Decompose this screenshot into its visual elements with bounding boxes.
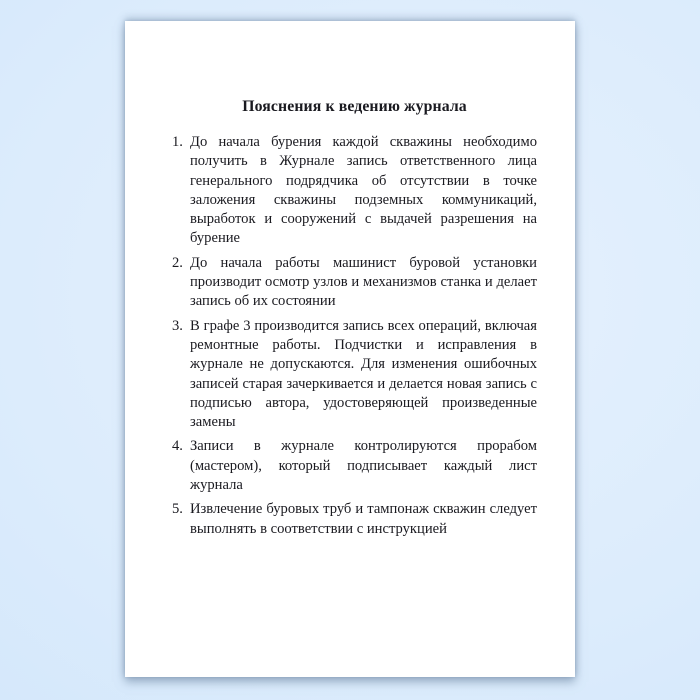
document-title: Пояснения к ведению журнала [242, 98, 467, 115]
list-item-number: 4. [172, 438, 183, 455]
list-item-number: 5. [172, 501, 183, 518]
list-item-text: До начала работы машинист буровой установки производит осмотр узлов и механизмов станка и делает запись об их состоянии [190, 254, 537, 310]
list-item-number: 2. [172, 254, 183, 271]
list-item [172, 254, 537, 312]
instructions-list [172, 133, 537, 539]
list-item-number: 1. [172, 134, 183, 150]
list-item [172, 437, 537, 495]
list-item [172, 500, 537, 539]
list-item-text: Извлечение буровых труб и тампонаж скважин следует выполнять в соответствии с инструкцией [190, 501, 537, 537]
list-item-text: Записи в журнале контролируются прорабом (мастером), который подписывает каждый лист журнала [190, 438, 537, 494]
list-item-number: 3. [172, 317, 183, 334]
document-page [125, 21, 575, 677]
list-item [172, 317, 537, 433]
list-item-text: До начала бурения каждой скважины необходимо получить в Журнале запись ответственного лица генерального подрядчика об отсутствии в точке заложения скважины подземных коммуникаций, выработок и сооружений с выдачей разрешения на бурение [190, 134, 537, 247]
list-item [172, 133, 537, 249]
list-item-text: В графе 3 производится запись всех операций, включая ремонтные работы. Подчистки и исправления в журнале не допускаются. Для изменения ошибочных записей старая зачеркивается и делается новая запись с подписью автора, удостоверяющей произведенные замены [190, 317, 537, 431]
